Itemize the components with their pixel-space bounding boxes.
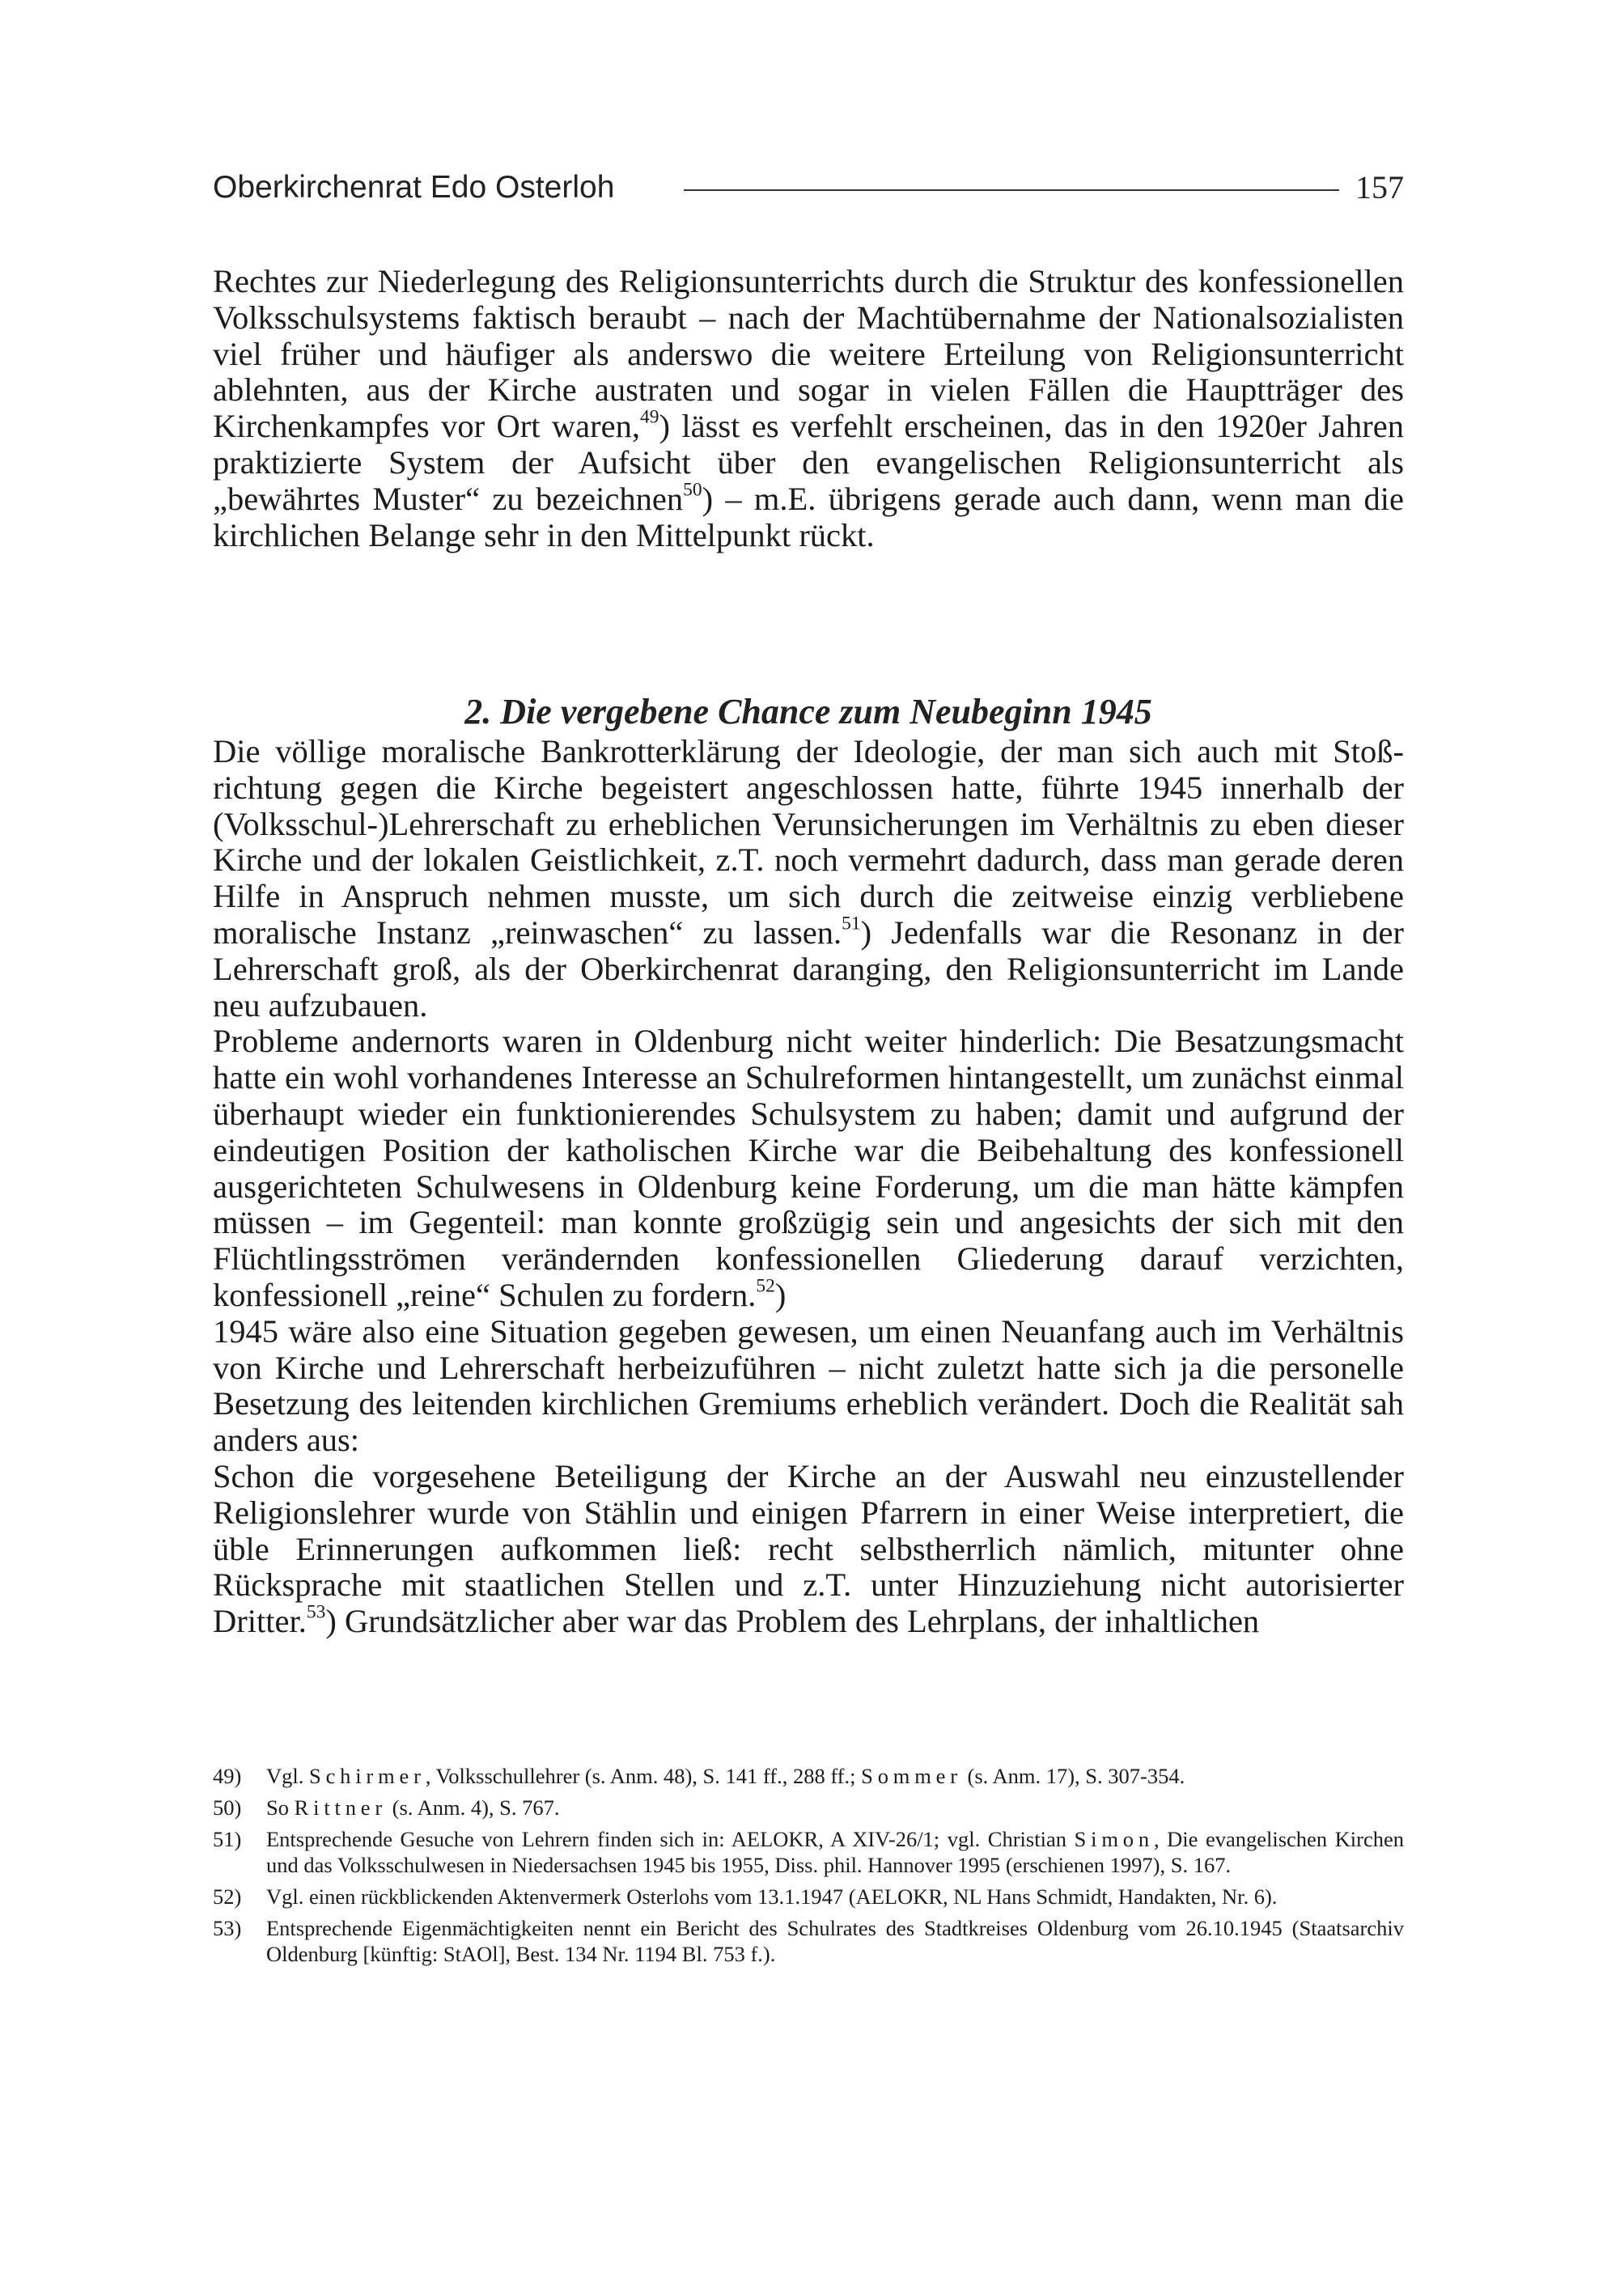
running-header <box>213 167 1404 215</box>
footnote-50 <box>213 1795 1404 1820</box>
author-name: Simon <box>1074 1827 1154 1851</box>
paragraph: Schon die vorgesehene Beteiligung der Kirche an der Auswahl neu einzustellender Religionslehrer wurde von Stählin und einigen Pfarrern in einer Weise interpretiert, die üble Erinnerungen aufkommen ließ: recht selbstherrlich nämlich, mitunter ohne Rücksprache mit staatlichen Stellen und z.T. unter Hinzuziehung nicht autorisierter Dritter.$^{53}$) Grundsätzlicher aber war das Problem des Lehrplans, der inhaltlichen <box>213 1457 1404 1640</box>
footnote-text: Vgl. Schirmer, Volksschullehrer (s. Anm. 48), S. 141 ff., 288 ff.; Sommer (s. Anm. 17), S. 307-354. <box>266 1764 1185 1788</box>
footnote-ref-52[interactable]: 52 <box>756 1275 775 1297</box>
footnote-ref-50[interactable]: 50 <box>683 479 702 501</box>
footnote-number: 49) <box>213 1764 242 1788</box>
footnote-number: 50) <box>213 1795 242 1820</box>
page-number: 157 <box>1355 169 1404 206</box>
footnote-49 <box>213 1763 1404 1789</box>
author-name: Rittner <box>294 1795 388 1820</box>
footnote-text: Vgl. einen rückblickenden Aktenvermerk Osterlohs vom 13.1.1947 (AELOKR, NL Hans Schmidt, Handakten, Nr. 6). <box>266 1884 1278 1909</box>
author-name: Sommer <box>861 1764 962 1788</box>
footnote-text: Entsprechende Eigenmächtigkeiten nennt ein Bericht des Schulrates des Stadtkreises Oldenburg vom 26.10.1945 (Staatsarchiv Oldenburg [künftig: StAOl], Best. 134 Nr. 1194 Bl. 753 f.). <box>266 1916 1404 1966</box>
paragraph: Probleme andernorts waren in Oldenburg nicht weiter hinderlich: Die Besatzungsmacht hatte ein wohl vorhandenes Interesse an Schulreformen hintangestellt, um zunächst einmal überhaupt wieder ein funktionierendes Schulsystem zu haben; damit und aufgrund der eindeutigen Position der katholischen Kirche war die Beibehaltung des konfessionell ausgerichteten Schulwesens in Oldenburg keine Forderung, um die man hätte kämpfen müssen – im Gegenteil: man konnte großzügig sein und angesichts der sich mit den Flüchtlingsströmen verändernden konfessionellen Gliederung darauf verzichten, konfessionell „reine“ Schulen zu fordern.$^{52}$) <box>213 1023 1404 1313</box>
paragraph: 1945 wäre also eine Situation gegeben gewesen, um einen Neuanfang auch im Verhältnis von Kirche und Lehrerschaft herbeizuführen – nicht zuletzt hatte sich ja die personelle Besetzung des leitenden kirchlichen Gremiums erheblich verändert. Doch die Realität sah anders aus: <box>213 1312 1404 1459</box>
footnote-ref-51[interactable]: 51 <box>842 913 861 935</box>
footnote-number: 51) <box>213 1827 242 1851</box>
footnote-51 <box>213 1826 1404 1878</box>
header-rule <box>684 189 1339 191</box>
footnote-text: So Rittner (s. Anm. 4), S. 767. <box>266 1795 560 1820</box>
running-title: Oberkirchenrat Edo Osterloh <box>213 170 615 205</box>
footnote-ref-53[interactable]: 53 <box>306 1601 326 1623</box>
footnote-number: 53) <box>213 1916 242 1940</box>
footnotes <box>213 1763 1404 1973</box>
paragraph: Die völlige moralische Bankrotterklärung der Ideologie, der man sich auch mit Stoßrichtung gegen die Kirche begeistert angeschlossen hatte, führte 1945 innerhalb der (Volksschul-)Lehrerschaft zu erheblichen Verunsicherungen im Verhältnis zu eben dieser Kirche und der lokalen Geistlichkeit, z.T. noch vermehrt dadurch, dass man gerade deren Hilfe in Anspruch nehmen musste, um sich durch die zeitweise einzig verbliebene moralische Instanz „reinwaschen“ zu lassen.$^{51}$) Jedenfalls war die Resonanz in der Lehrerschaft groß, als der Oberkirchenrat daranging, den Religionsunterricht im Lande neu aufzubauen. <box>213 733 1404 1024</box>
footnote-ref-49[interactable]: 49 <box>640 406 659 428</box>
paragraph: Rechtes zur Niederlegung des Religionsunterrichts durch die Struktur des konfessionellen Volksschulsystems faktisch beraubt – nach der Machtübernahme der Nationalsozialisten viel früher und häufiger als anderswo die weitere Erteilung von Religionsunterricht ablehnten, aus der Kirche austraten und sogar in vielen Fällen die Hauptträger des Kirchenkampfes vor Ort waren,$^{49}$) lässt es verfehlt erscheinen, das in den 1920er Jahren praktizierte System der Aufsicht über den evangelischen Religionsunterricht als „bewährtes Muster“ zu bezeichnen$^{50}$) – m.E. übrigens gerade auch dann, wenn man die kirchlichen Belange sehr in den Mittelpunkt rückt. <box>213 263 1404 553</box>
footnote-text: Entsprechende Gesuche von Lehrern finden sich in: AELOKR, A XIV-26/1; vgl. Christian Simon, Die evangelischen Kirchen und das Volksschulwesen in Niedersachsen 1945 bis 1955, Diss. phil. Hannover 1995 (erschienen 1997), S. 167. <box>266 1827 1404 1877</box>
section-heading: 2. Die vergebene Chance zum Neubeginn 1945 <box>464 691 1152 731</box>
footnote-number: 52) <box>213 1884 242 1909</box>
footnote-53 <box>213 1915 1404 1967</box>
author-name: Schirmer <box>309 1764 426 1788</box>
intro-paragraph <box>213 264 1404 553</box>
section-body <box>213 734 1404 1640</box>
footnote-52 <box>213 1884 1404 1909</box>
